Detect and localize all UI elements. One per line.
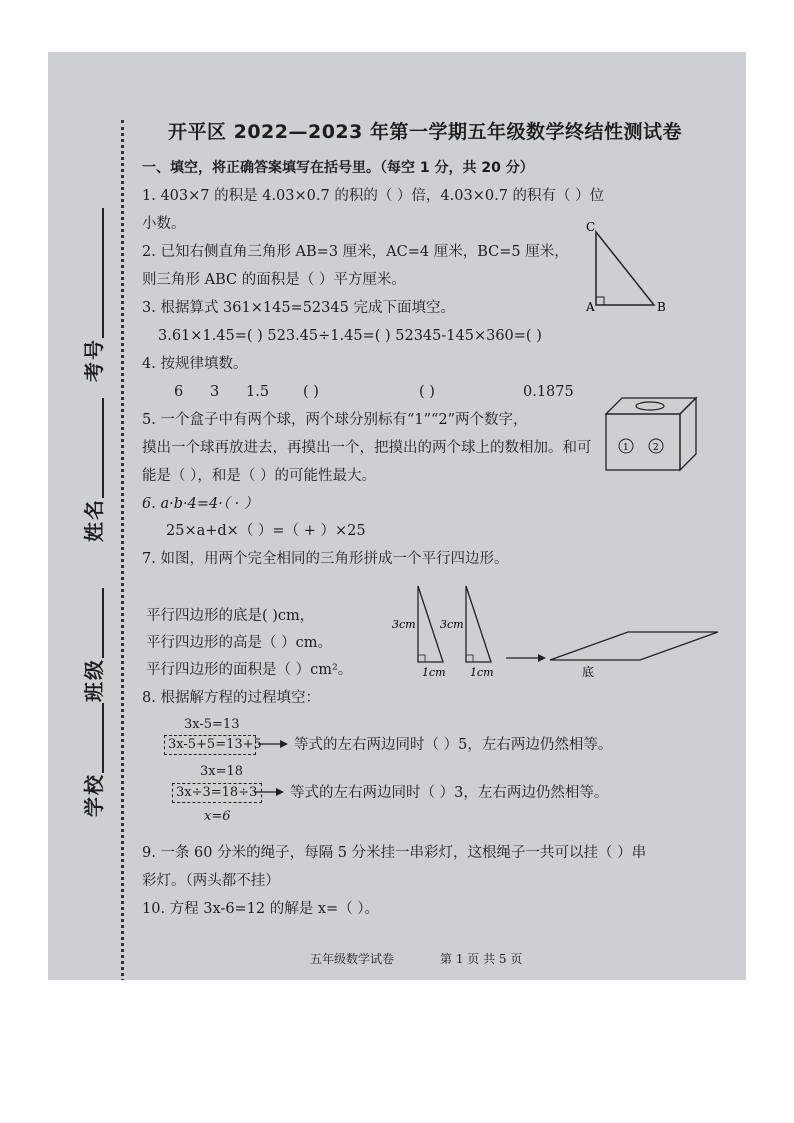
q4-seq-5: ( ) (419, 384, 435, 400)
label-a: A (586, 300, 595, 314)
right-angle-2 (466, 655, 473, 662)
q8-arrow-2 (254, 786, 284, 798)
q2-line2: 则三角形 ABC 的面积是（ ）平方厘米。 (142, 272, 406, 288)
q7-height: 平行四边形的高是（ ）cm。 (146, 635, 332, 651)
q4-seq-3: 1.5 (246, 384, 270, 400)
q8-line1: 8. 根据解方程的过程填空： (142, 690, 320, 706)
q8-note1: 等式的左右两边同时（ ）5，左右两边仍然相等。 (294, 737, 613, 753)
box-front (606, 414, 680, 470)
right-angle-mark (596, 297, 604, 305)
tri2-height-label: 3cm (440, 618, 464, 631)
q3-line2: 3.61×1.45=( ) 523.45÷1.45=( ) 52345-145×360=( ) (158, 328, 542, 344)
parallelogram (550, 632, 718, 660)
q2-line1: 2. 已知右侧直角三角形 AB=3 厘米，AC=4 厘米，BC=5 厘米， (142, 244, 569, 260)
box-side (680, 398, 696, 470)
q5-line2: 摸出一个球再放进去，再摸出一个，把摸出的两个球上的数相加。和可 (142, 440, 592, 456)
q4-seq-1: 6 (174, 384, 184, 400)
name-blank[interactable] (88, 398, 104, 498)
exam-sheet (48, 52, 746, 980)
tri2-width-label: 1cm (470, 666, 494, 679)
exam-number-field (78, 208, 107, 382)
box-opening (636, 402, 664, 410)
tri1-height-label: 3cm (392, 618, 416, 631)
section-heading: 一、填空，将正确答案填写在括号里。（每空 1 分，共 20 分） (142, 160, 534, 176)
exam-number-label: 考号 (82, 338, 106, 382)
q5-line3: 能是（ ），和是（ ）的可能性最大。 (142, 468, 376, 484)
exam-number-blank[interactable] (88, 208, 104, 338)
triangle-2 (466, 586, 491, 662)
q8-eq4: 3x÷3=18÷3 (176, 785, 258, 800)
q8-eq3: 3x=18 (200, 764, 244, 779)
q7-line1: 7. 如图，用两个完全相同的三角形拼成一个平行四边形。 (142, 551, 509, 567)
q10-line1: 10. 方程 3x-6=12 的解是 x=（ ）。 (142, 901, 380, 917)
q6-line2: 25×a+d×（ ）=（ + ）×25 (166, 523, 366, 539)
q6-line1: 6. a·b·4=4·（ · ） (142, 496, 259, 512)
triangle-abc (596, 232, 654, 305)
q9-line1: 9. 一条 60 分米的绳子，每隔 5 分米挂一串彩灯，这根绳子一共可以挂（ ）串 (142, 845, 647, 861)
right-triangle-figure (578, 217, 678, 317)
q3-line1: 3. 根据算式 361×145=52345 完成下面填空。 (142, 300, 455, 316)
footer-page: 第 1 页 共 5 页 (440, 952, 523, 966)
class-blank[interactable] (88, 588, 104, 658)
binding-dotted-line (121, 120, 124, 980)
name-field (78, 398, 107, 542)
q7-base: 平行四边形的底是( )cm， (146, 608, 315, 624)
right-angle-1 (418, 655, 425, 662)
tri1-width-label: 1cm (422, 666, 446, 679)
ball-1-label: 1 (623, 443, 629, 453)
class-label: 班级 (82, 658, 106, 702)
q4-seq-4: ( ) (303, 384, 319, 400)
q8-eq1: 3x-5=13 (184, 717, 240, 732)
label-b: B (657, 300, 666, 314)
school-field (78, 703, 107, 817)
q9-line2: 彩灯。（两头都不挂） (142, 873, 280, 889)
base-label: 底 (582, 665, 595, 679)
q4-line1: 4. 按规律填数。 (142, 356, 248, 372)
label-c: C (586, 220, 596, 234)
page-title: 开平区 2022—2023 年第一学期五年级数学终结性测试卷 (168, 121, 682, 143)
q5-line1: 5. 一个盒子中有两个球，两个球分别标有“1”“2”两个数字， (142, 412, 528, 428)
q4-seq-2: 3 (210, 384, 220, 400)
q8-eq5: x=6 (204, 809, 231, 824)
arrow-head (538, 654, 546, 662)
ball-2-label: 2 (653, 443, 659, 453)
q8-arrow-1 (258, 738, 288, 750)
q8-note2: 等式的左右两边同时（ ）3，左右两边仍然相等。 (290, 785, 609, 801)
q4-seq-6: 0.1875 (523, 384, 574, 400)
name-label: 姓名 (82, 498, 106, 542)
q8-eq2: 3x-5+5=13+5 (168, 737, 262, 752)
school-blank[interactable] (88, 703, 104, 773)
class-field (78, 588, 107, 702)
ball-box-figure (600, 392, 704, 476)
footer-subject: 五年级数学试卷 (310, 952, 395, 966)
q7-area: 平行四边形的面积是（ ）cm²。 (146, 662, 353, 678)
school-label: 学校 (82, 773, 106, 817)
parallelogram-figure (388, 580, 728, 680)
q1-line2: 小数。 (142, 216, 186, 232)
q1-line1: 1. 403×7 的积是 4.03×0.7 的积的（ ）倍，4.03×0.7 的积有（ ）位 (142, 188, 605, 204)
